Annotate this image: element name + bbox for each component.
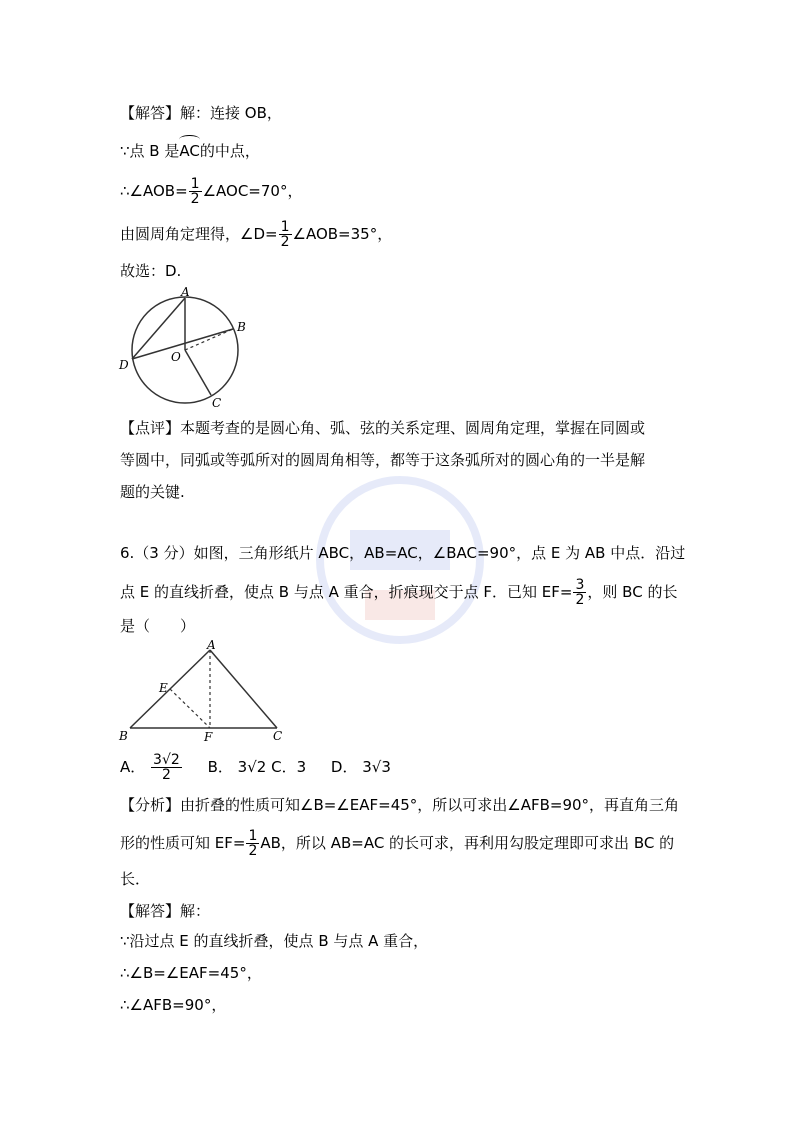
label-a: A [181, 285, 190, 299]
midpoint-line: ∵点 B 是AC的中点， [120, 142, 260, 160]
question-line-1: 6.（3 分）如图，三角形纸片 ABC，AB=AC，∠BAC=90°，点 E 为 AB 中点．沿过 [120, 544, 686, 562]
option-a-value: $\frac{3√2}{2}$ [153, 752, 180, 783]
aob-line: ∴∠AOB= $\frac{1}{2}$ ∠AOC=70°， [120, 176, 303, 207]
fraction: $\frac{1}{2}$ [248, 828, 258, 859]
label-b: B [119, 729, 128, 743]
angle-d-line: 由圆周角定理得，∠D= $\frac{1}{2}$ ∠AOB=35°， [120, 219, 393, 250]
comment-line-2: 等圆中，同弧或等弧所对的圆周角相等，都等于这条弧所对的圆心角的一半是解 [120, 451, 646, 469]
option-b-value: 3√2 [237, 758, 267, 776]
label-c: C [273, 729, 283, 743]
label-a: A [207, 640, 216, 652]
options-line [120, 753, 391, 782]
label-e: E [159, 681, 168, 695]
circle-figure [115, 285, 265, 410]
arc-ac: AC [179, 142, 200, 160]
option-d-value: 3√3 [362, 758, 391, 776]
label-f: F [204, 730, 213, 744]
triangle-figure [115, 640, 290, 745]
solution-heading: 【解答】解： [120, 902, 211, 920]
fraction: $\frac{1}{2}$ [190, 176, 200, 207]
analysis-line-1: 【分析】由折叠的性质可知∠B=∠EAF=45°，所以可求出∠AFB=90°，再直角三角 [120, 796, 680, 814]
solution-line-1: ∵沿过点 E 的直线折叠，使点 B 与点 A 重合， [120, 932, 429, 950]
comment-line-1: 【点评】本题考查的是圆心角、弧、弦的关系定理、圆周角定理，掌握在同圆或 [120, 419, 646, 437]
solution-line-3: ∴∠AFB=90°， [120, 996, 227, 1014]
analysis-line-2: 形的性质可知 EF= $\frac{1}{2}$ AB，所以 AB=AC 的长可求，再利用勾股定理即可求出 BC 的 [120, 828, 675, 859]
question-line-2: 点 E 的直线折叠，使点 B 与点 A 重合，折痕现交于点 F．已知 EF= $\frac{3}{2}$ ，则 BC 的长 [120, 577, 678, 608]
fraction: $\frac{1}{2}$ [280, 219, 290, 250]
question-line-3: 是（ ） [120, 617, 196, 635]
option-c: C．3 [271, 758, 307, 776]
solution-line-2: ∴∠B=∠EAF=45°， [120, 964, 262, 982]
option-b-label: B． [207, 758, 233, 776]
choice-line: 故选：D. [120, 262, 182, 280]
analysis-line-3: 长． [120, 870, 151, 888]
option-a-label: A． [120, 758, 146, 776]
label-b: B [237, 320, 246, 334]
fraction: $\frac{3}{2}$ [575, 577, 585, 608]
answer-heading-line: 【解答】解：连接 OB， [120, 104, 282, 122]
label-c: C [212, 396, 222, 410]
option-d-label: D． [330, 758, 358, 776]
comment-line-3: 题的关键. [120, 483, 185, 501]
label-d: D [119, 358, 129, 372]
label-o: O [171, 350, 181, 364]
